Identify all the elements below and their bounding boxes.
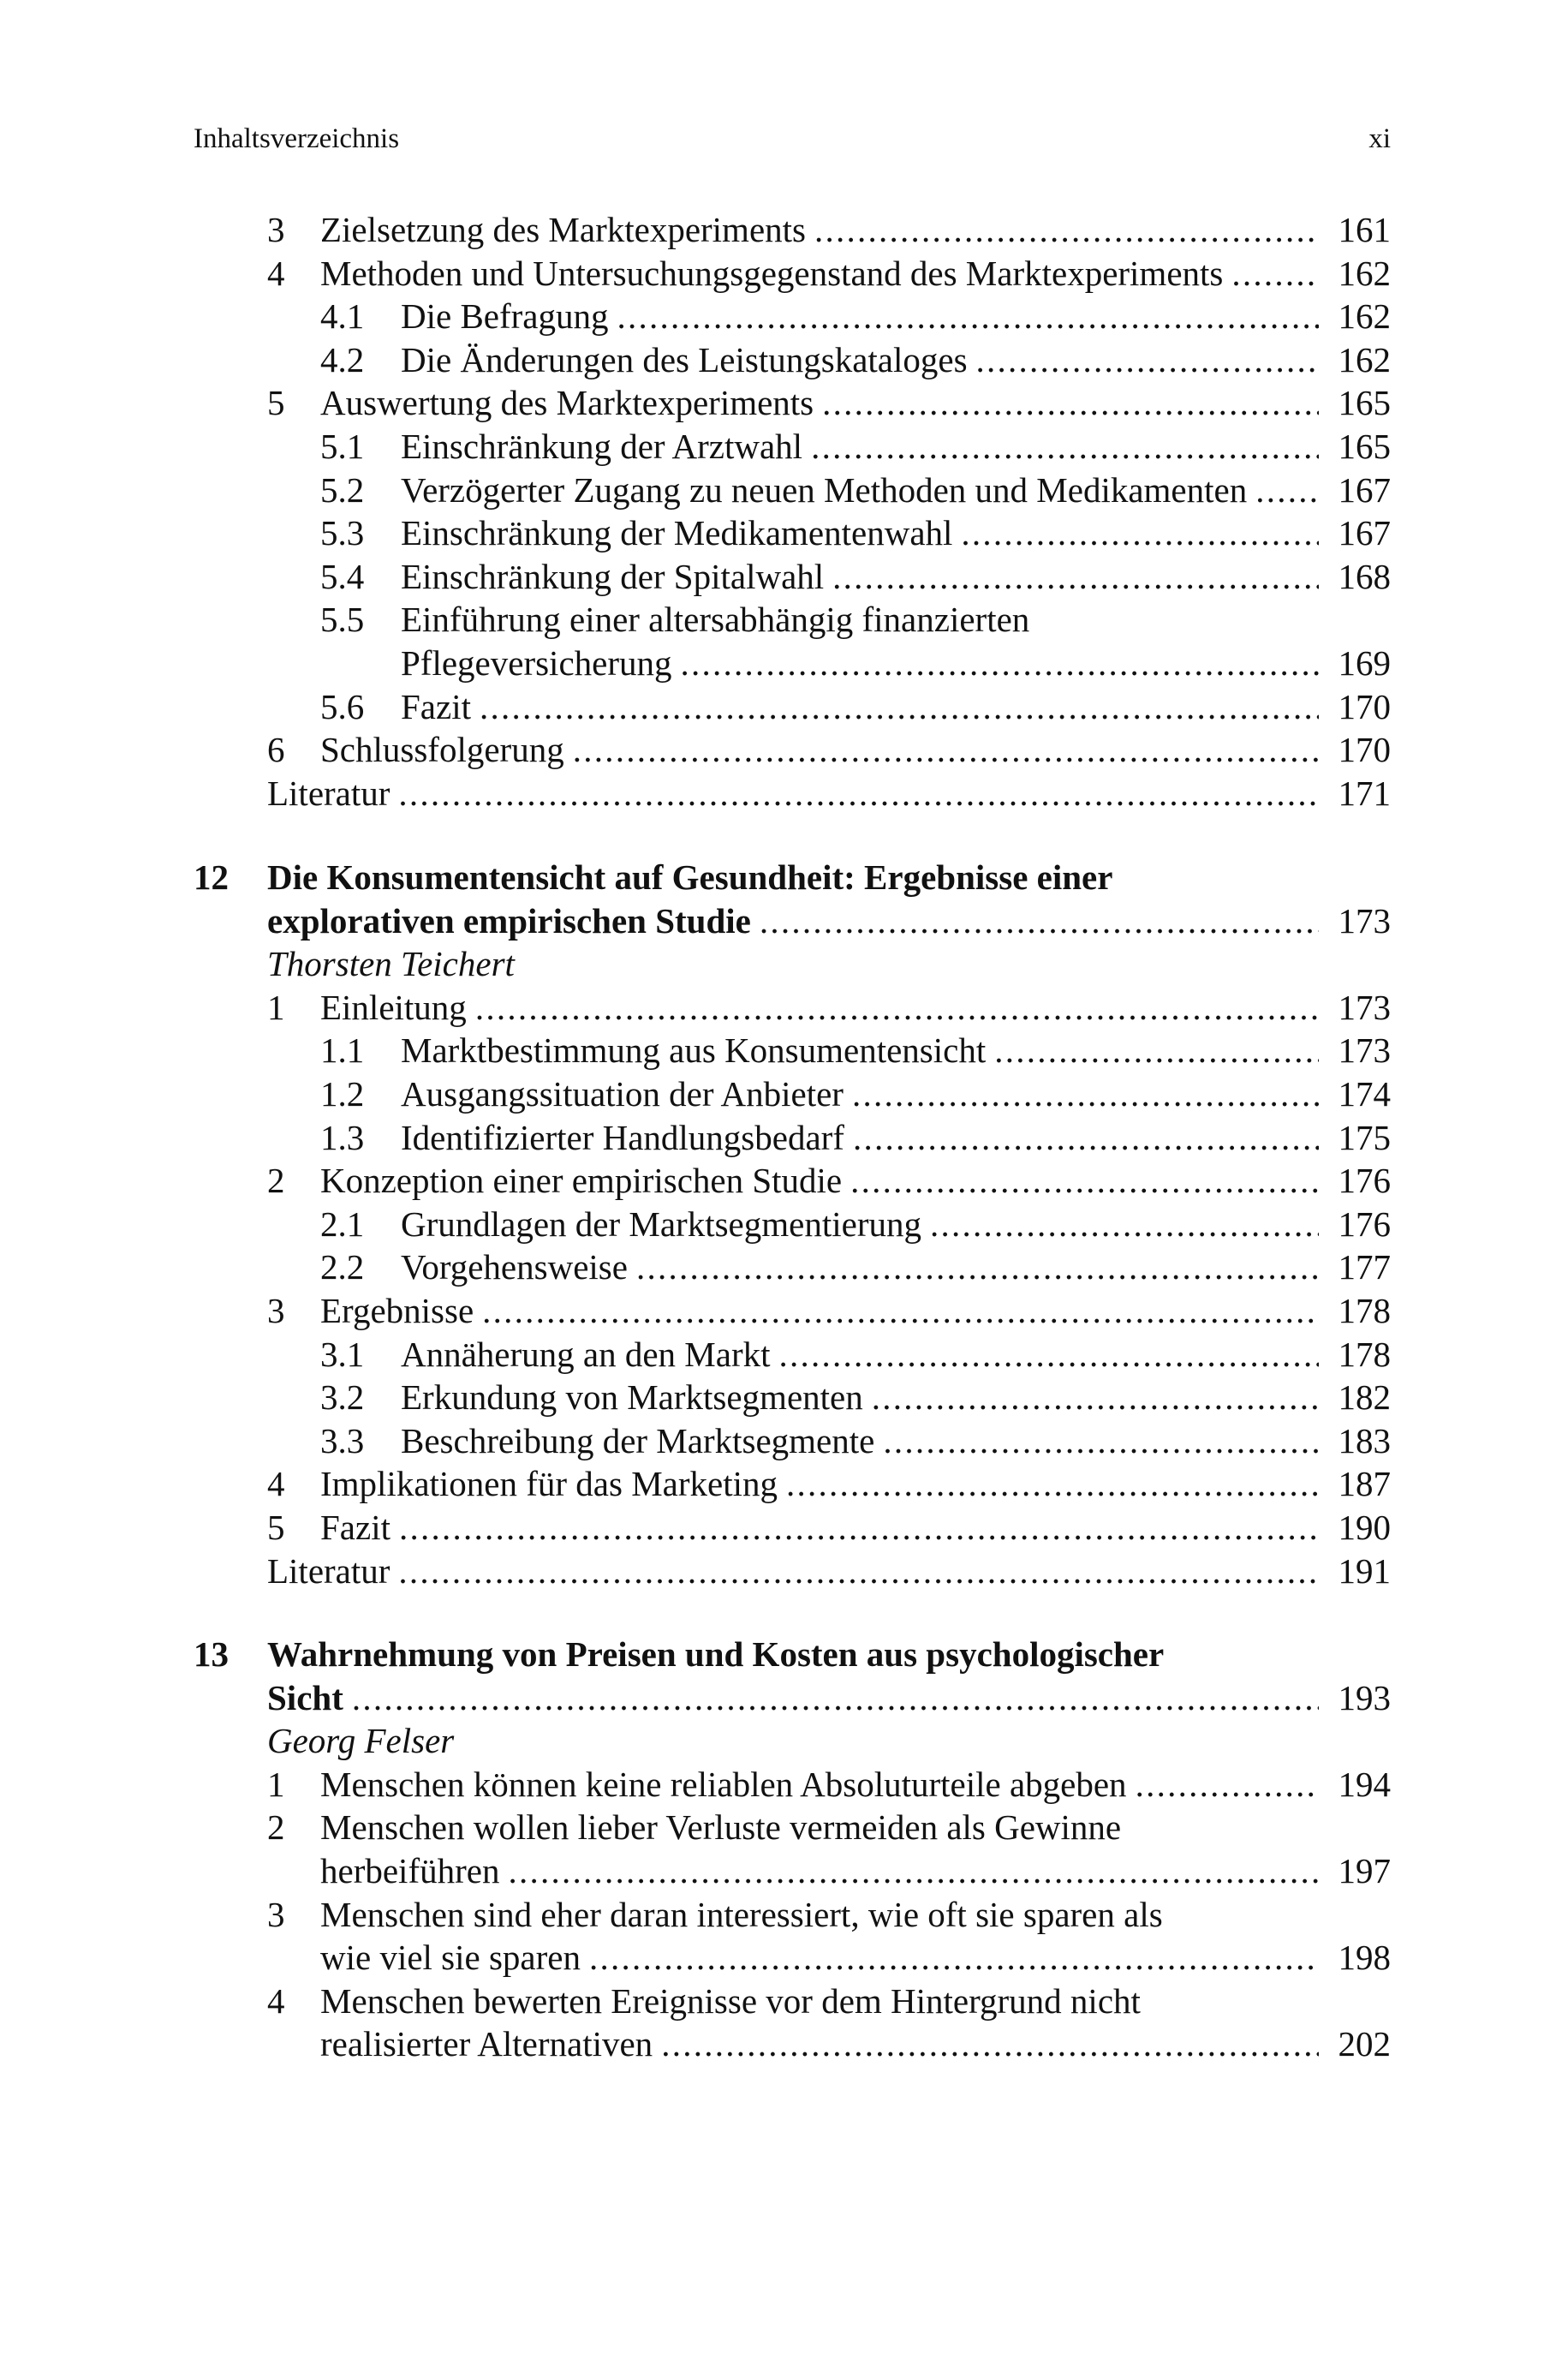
toc-entry-page: 167 [1338,513,1391,553]
toc-entry[interactable] [320,1072,1391,1116]
toc-entry-title: Sicht [267,1677,343,1717]
dot-leader [636,1245,1319,1289]
toc-entry[interactable] [267,380,1391,425]
dot-leader [853,1115,1319,1160]
toc-entry-page: 170 [1338,686,1391,726]
toc-entry-page: 176 [1338,1203,1391,1244]
toc-entry-page: 202 [1338,2024,1391,2064]
chapter-author[interactable] [267,1718,1391,1763]
toc-entry-title: Einschränkung der Spitalwahl [401,556,825,596]
dot-leader [811,424,1319,469]
toc-entry-title: Wahrnehmung von Preisen und Kosten aus psychologischer [267,1634,1165,1674]
toc-entry-page: 176 [1338,1161,1391,1201]
toc-entry-number: 5.3 [320,513,365,553]
toc-entry-page: 173 [1338,900,1391,941]
toc-entry-number: 5 [267,1508,285,1547]
dot-leader [398,771,1319,815]
dot-leader [930,1202,1319,1246]
dot-leader [779,1332,1319,1377]
running-header-title: Inhaltsverzeichnis [194,123,400,154]
toc-entry-page: 162 [1338,253,1391,293]
toc-entry-title: wie viel sie sparen [320,1938,581,1978]
chapter-author[interactable] [267,941,1391,986]
toc-entry[interactable] [320,554,1391,599]
chapter-title[interactable] [194,899,1391,943]
toc-entry[interactable] [320,641,1391,685]
dot-leader [482,1288,1319,1333]
toc-entry-page: 193 [1338,1677,1391,1717]
toc-entry-title: Fazit [320,1508,391,1547]
toc-entry-page: 187 [1338,1464,1391,1504]
toc-entry-title: herbeiführen [320,1851,500,1890]
toc-entry-page: 177 [1338,1247,1391,1287]
toc-entry-title: Die Befragung [401,296,609,337]
dot-leader [1136,1762,1319,1807]
toc-entry[interactable] [320,337,1391,382]
toc-entry-number: 4.2 [320,339,365,379]
chapter-title[interactable] [194,855,1391,899]
toc-entry-title: Einschränkung der Medikamentenwahl [401,513,953,553]
toc-entry-number: 1.1 [320,1030,365,1071]
toc-entry[interactable] [267,1979,1391,2023]
toc-entry-number: 4 [267,1980,285,2021]
dot-leader [475,985,1319,1030]
toc-entry-number: 1.3 [320,1117,365,1157]
toc-entry-number: 4.1 [320,296,365,337]
toc-entry-number: 2 [267,1161,285,1201]
dot-leader [1231,251,1319,296]
toc-entry[interactable] [320,424,1391,469]
toc-entry-page: 161 [1338,210,1391,249]
toc-entry[interactable] [267,1505,1391,1550]
toc-entry[interactable] [320,468,1391,512]
toc-entry-number: 5.4 [320,556,365,596]
toc-entry-number: 5.5 [320,600,365,640]
toc-entry-title: Implikationen für das Marketing [320,1464,778,1504]
toc-entry-title: Einleitung [320,987,467,1027]
running-header [194,123,1391,161]
toc-entry-number: 2.1 [320,1203,365,1244]
dot-leader [589,1935,1319,1980]
page-number: xi [1368,123,1391,154]
toc-entry-page: 190 [1338,1508,1391,1547]
toc-entry-title: Literatur [267,773,391,813]
dot-leader [822,380,1319,425]
dot-leader [399,1505,1319,1550]
toc-entry-title: Beschreibung der Marktsegmente [401,1420,875,1460]
toc-entry-title: realisierter Alternativen [320,2024,653,2064]
toc-entry-number: 5 [267,383,285,423]
dot-leader [1255,468,1319,512]
toc-entry-title: Zielsetzung des Marktexperiments [320,210,806,249]
toc-entry-number: 1 [267,987,285,1027]
toc-entry-title: Identifizierter Handlungsbedarf [401,1117,844,1157]
toc-entry-number: 12 [194,857,229,897]
toc-entry-page: 182 [1338,1377,1391,1418]
toc-entry-page: 169 [1338,643,1391,683]
toc-entry-page: 162 [1338,296,1391,337]
toc-entry-title: Konzeption einer empirischen Studie [320,1161,843,1201]
dot-leader [480,684,1319,729]
toc-entry[interactable] [320,1028,1391,1072]
toc-entry-page: 171 [1338,773,1391,813]
toc-entry-page: 198 [1338,1938,1391,1978]
toc-entry[interactable] [267,1935,1391,1980]
toc-entry-page: 178 [1338,1334,1391,1374]
chapter-title[interactable] [194,1675,1391,1720]
toc-entry[interactable] [320,1375,1391,1419]
toc-entry-number: 5.1 [320,427,365,466]
toc-entry-number: 3 [267,210,285,249]
toc-entry-page: 183 [1338,1420,1391,1460]
dot-leader [681,641,1320,685]
toc-entry[interactable] [320,1245,1391,1289]
toc-entry[interactable] [320,597,1391,642]
toc-entry-title: Menschen bewerten Ereignisse vor dem Hintergrund nicht [320,1980,1141,2021]
toc-entry-title: Die Konsumentensicht auf Gesundheit: Ergebnisse einer [267,857,1113,897]
toc-entry-number: 1.2 [320,1074,365,1114]
toc-entry-page: 174 [1338,1074,1391,1114]
toc-entry[interactable] [267,771,1391,815]
toc-entry-title: Menschen können keine reliablen Absoluturteile abgeben [320,1764,1127,1804]
toc-entry-page: 197 [1338,1851,1391,1890]
toc-entry-page: 178 [1338,1291,1391,1330]
toc-entry-page: 175 [1338,1117,1391,1157]
toc-entry-page: 173 [1338,987,1391,1027]
toc-entry-number: 5.2 [320,469,365,510]
dot-leader [760,899,1319,943]
toc-entry[interactable] [267,2022,1391,2066]
toc-entry-number: 2.2 [320,1247,365,1287]
dot-leader [573,727,1319,772]
toc-entry-title: Fazit [401,686,471,726]
toc-entry-page: 162 [1338,339,1391,379]
dot-leader [786,1461,1319,1506]
toc-entry[interactable] [267,1549,1391,1593]
toc-entry[interactable] [267,1848,1391,1893]
dot-leader [814,207,1319,252]
dot-leader [850,1158,1319,1203]
toc-entry[interactable] [320,1202,1391,1246]
toc-entry[interactable] [267,1805,1391,1849]
toc-entry-title: Ausgangssituation der Anbieter [401,1074,844,1114]
toc-entry-number: 3.1 [320,1334,365,1374]
toc-entry-number: 2 [267,1807,285,1848]
toc-entry-title: Pflegeversicherung [401,643,672,683]
toc-entry[interactable] [267,985,1391,1030]
toc-entry-title: Auswertung des Marktexperiments [320,383,814,423]
toc-entry-title: Menschen wollen lieber Verluste vermeiden als Gewinne [320,1807,1122,1848]
dot-leader [872,1375,1319,1419]
toc-entry-page: 170 [1338,730,1391,770]
author-name: Thorsten Teichert [267,944,515,984]
toc-entry[interactable] [267,727,1391,772]
toc-entry-number: 5.6 [320,686,365,726]
toc-entry[interactable] [320,511,1391,555]
toc-entry[interactable] [320,1332,1391,1377]
toc-entry-title: Menschen sind eher daran interessiert, wie oft sie sparen als [320,1894,1163,1934]
toc-entry-number: 13 [194,1634,229,1674]
toc-entry-title: Einführung einer altersabhängig finanzierten [401,600,1030,640]
toc-entry[interactable] [267,1288,1391,1333]
toc-entry-title: Methoden und Untersuchungsgegenstand des Marktexperiments [320,253,1224,293]
toc-entry-title: Ergebnisse [320,1291,474,1330]
toc-entry-number: 6 [267,730,285,770]
toc-entry-title: Grundlagen der Marktsegmentierung [401,1203,921,1244]
toc-entry-title: explorativen empirischen Studie [267,900,751,941]
chapter-title[interactable] [194,1632,1391,1676]
toc-entry-title: Marktbestimmung aus Konsumentensicht [401,1030,987,1071]
author-name: Georg Felser [267,1721,455,1761]
toc-entry-number: 1 [267,1764,285,1804]
toc-entry[interactable] [267,251,1391,296]
toc-entry-page: 167 [1338,469,1391,510]
toc-entry-page: 165 [1338,427,1391,466]
dot-leader [852,1072,1319,1116]
toc-entry[interactable] [267,1158,1391,1203]
toc-entry-title: Vorgehensweise [401,1247,628,1287]
dot-leader [994,1028,1319,1072]
toc-entry-number: 3 [267,1291,285,1330]
toc-entry[interactable] [320,294,1391,338]
toc-entry-title: Schlussfolgerung [320,730,564,770]
toc-entry[interactable] [320,684,1391,729]
toc-entry-number: 3 [267,1894,285,1934]
toc-entry[interactable] [320,1115,1391,1160]
toc-entry-title: Literatur [267,1550,391,1591]
toc-entry-title: Annäherung an den Markt [401,1334,771,1374]
dot-leader [832,554,1319,599]
dot-leader [961,511,1319,555]
toc-entry-page: 165 [1338,383,1391,423]
toc-entry-number: 3.2 [320,1377,365,1418]
toc-entry-page: 194 [1338,1764,1391,1804]
toc-entry-number: 3.3 [320,1420,365,1460]
dot-leader [976,337,1319,382]
dot-leader [352,1675,1319,1720]
toc-entry-title: Einschränkung der Arztwahl [401,427,803,466]
toc-entry[interactable] [267,1461,1391,1506]
dot-leader [617,294,1320,338]
dot-leader [398,1549,1319,1593]
toc-entry-page: 168 [1338,556,1391,596]
dot-leader [661,2022,1319,2066]
toc-entry[interactable] [267,207,1391,252]
toc-entry-page: 173 [1338,1030,1391,1071]
dot-leader [508,1848,1319,1893]
toc-entry-title: Verzögerter Zugang zu neuen Methoden und Medikamenten [401,469,1248,510]
toc-entry-number: 4 [267,1464,285,1504]
dot-leader [883,1418,1319,1463]
toc-entry[interactable] [267,1762,1391,1807]
toc-entry-number: 4 [267,253,285,293]
toc-entry-page: 191 [1338,1550,1391,1591]
toc-entry[interactable] [267,1892,1391,1937]
toc-entry-title: Die Änderungen des Leistungskataloges [401,339,968,379]
toc-entry[interactable] [320,1418,1391,1463]
toc-entry-title: Erkundung von Marktsegmenten [401,1377,863,1418]
